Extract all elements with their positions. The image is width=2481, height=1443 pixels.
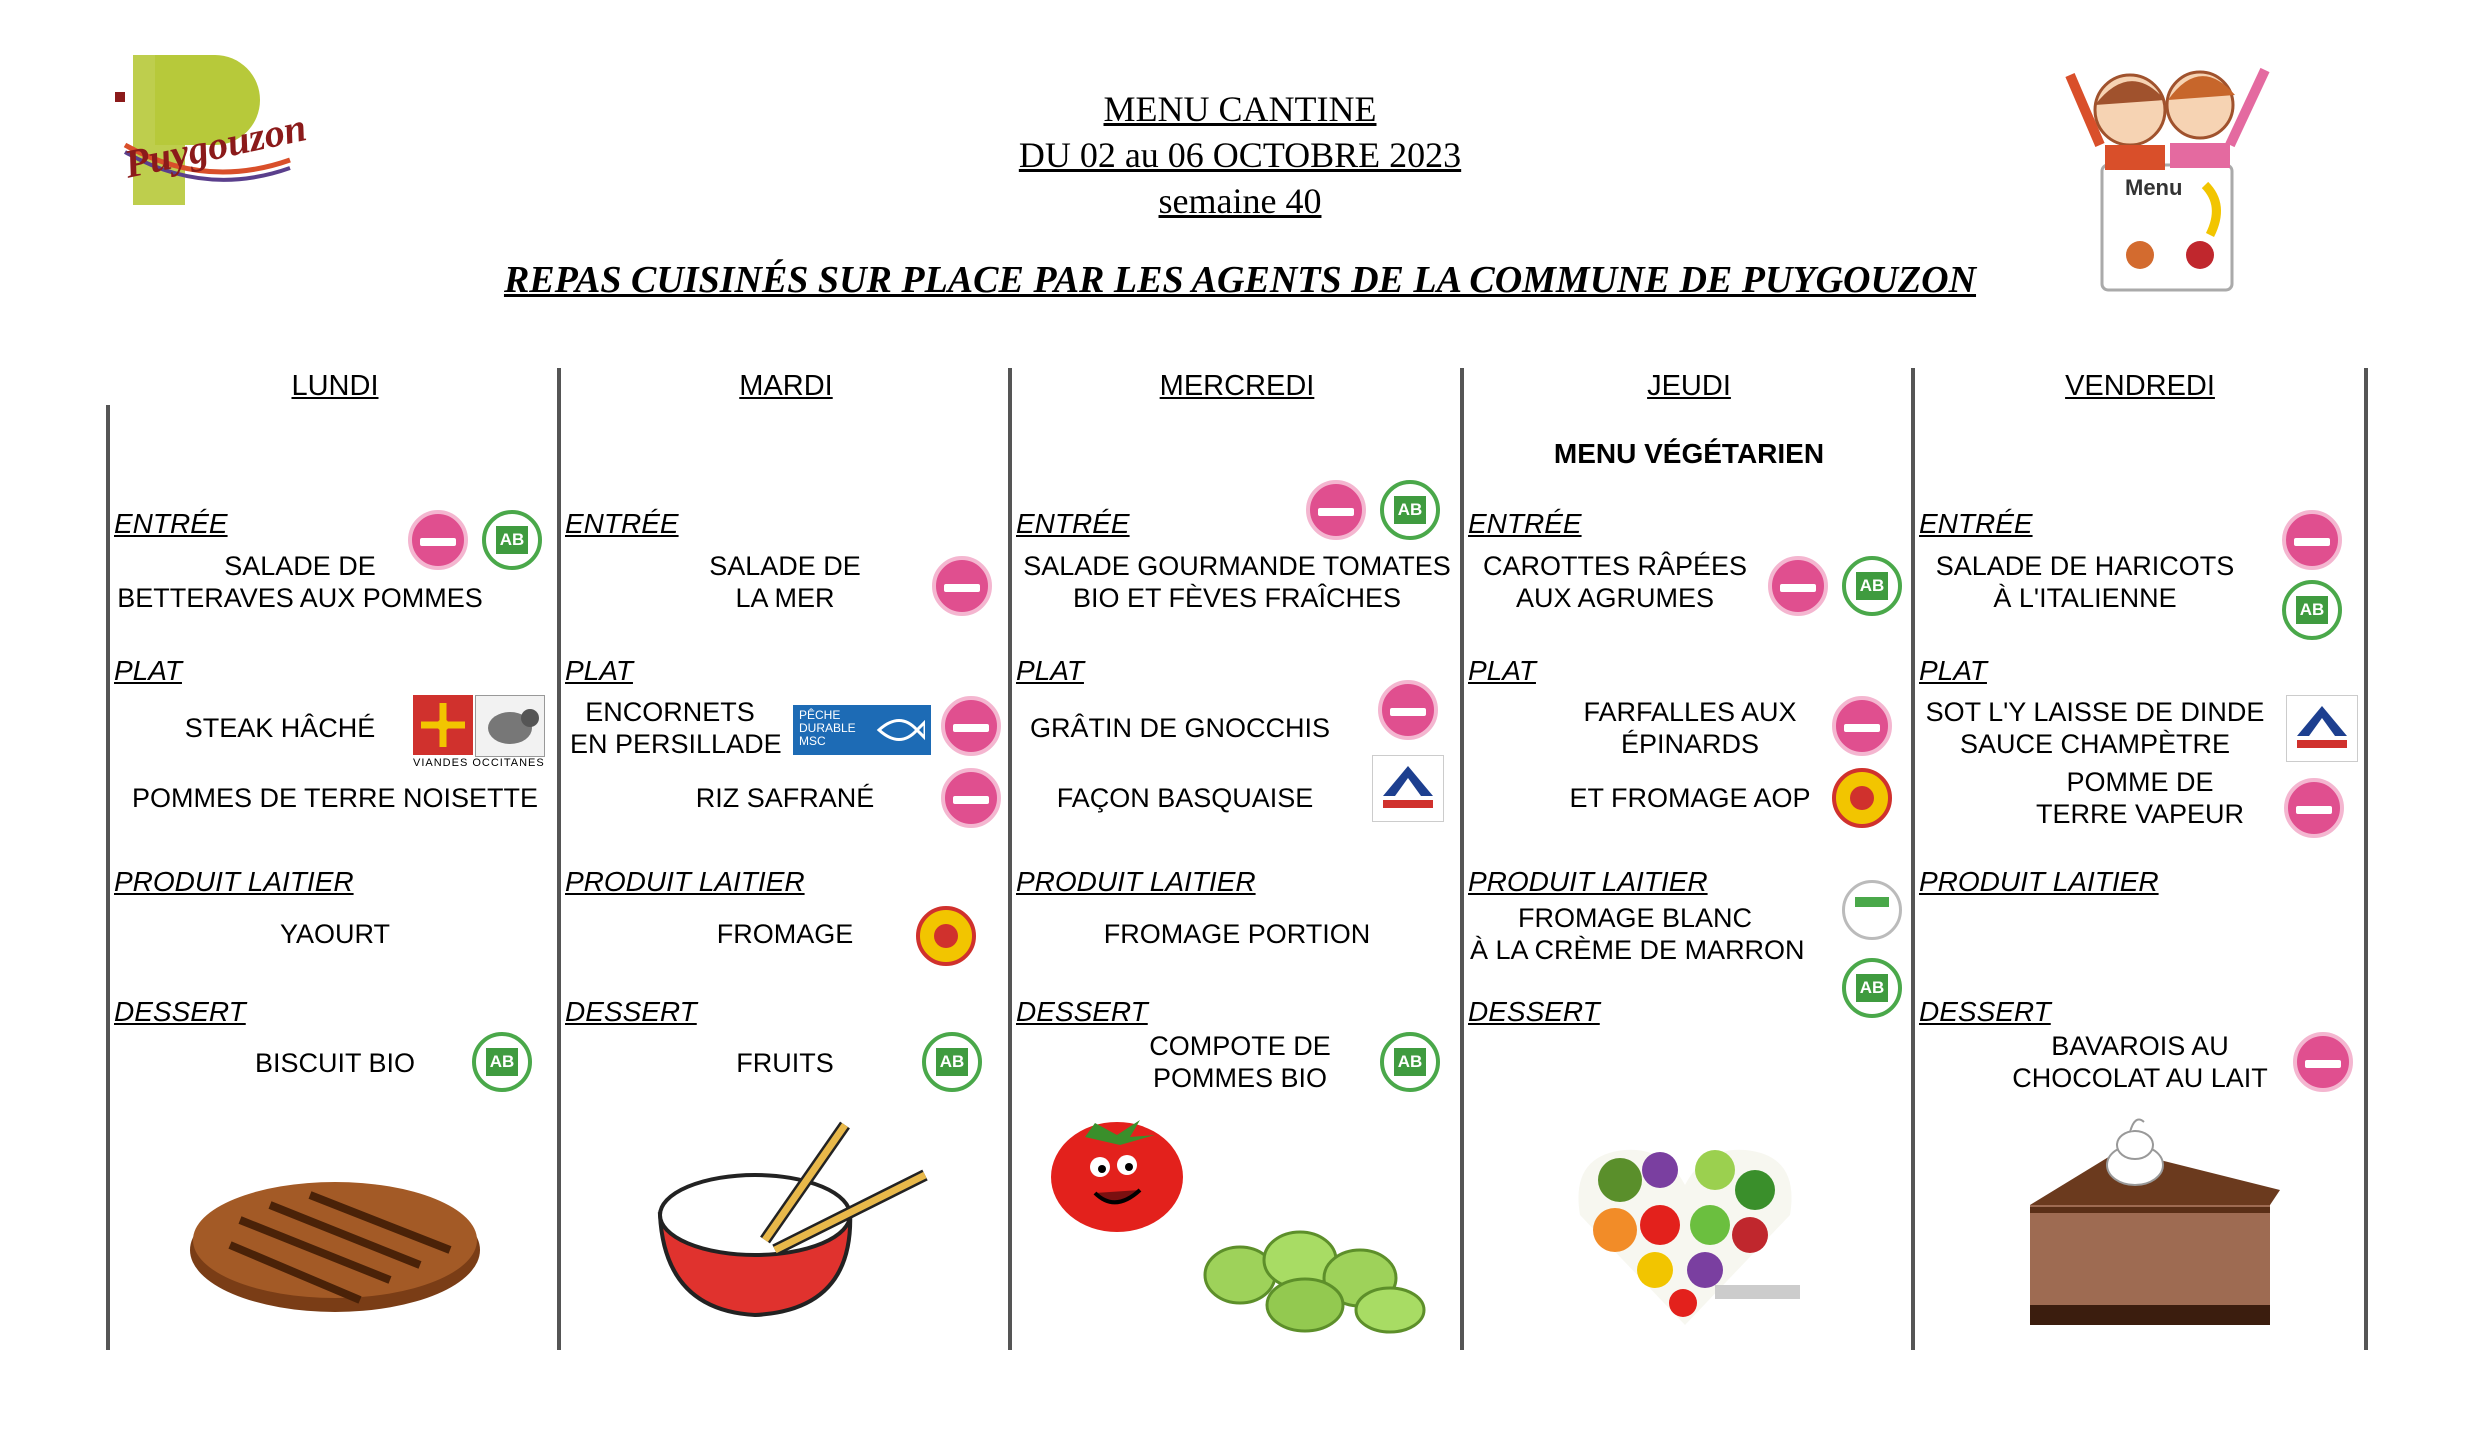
day-vendredi: VENDREDI — [2065, 370, 2215, 402]
dish-line: EN PERSILLADE — [570, 729, 782, 759]
dish-entree — [115, 550, 485, 614]
badge-prepared-in-kitchen — [1768, 556, 1828, 616]
section-dessert: DESSERT — [114, 996, 246, 1027]
section-laitier: PRODUIT LAITIER — [1016, 866, 1256, 897]
section-entree: ENTRÉE — [565, 508, 679, 539]
menu-title: MENU CANTINE — [1103, 89, 1377, 129]
dish-line: À LA CRÈME DE MARRON — [1470, 935, 1805, 965]
section-laitier: PRODUIT LAITIER — [565, 866, 805, 897]
day-mardi: MARDI — [739, 370, 833, 402]
section-plat: PLAT — [565, 655, 633, 686]
dish-line: SOT L'Y LAISSE DE DINDE — [1925, 697, 2265, 727]
dish-entree — [620, 550, 950, 614]
badge-local-producers — [1842, 880, 1902, 940]
section-laitier: PRODUIT LAITIER — [1468, 866, 1708, 897]
dish-line: CAROTTES RÂPÉES — [1482, 551, 1748, 581]
section-dessert: DESSERT — [1468, 996, 1600, 1027]
dish-dessert — [1960, 1030, 2320, 1094]
tomato-illustration — [1045, 1105, 1190, 1235]
chocolate-cake-illustration — [2010, 1110, 2280, 1335]
dish-line: TERRE VAPEUR — [2035, 799, 2245, 829]
dish-laitier: FROMAGE PORTION — [1103, 919, 1371, 949]
dish-line: AUX AGRUMES — [1515, 583, 1715, 613]
column-rule — [2364, 368, 2368, 1350]
dish-laitier: YAOURT — [279, 919, 391, 949]
dish-plat — [1920, 696, 2270, 760]
dish-garniture: POMMES DE TERRE NOISETTE — [131, 783, 539, 813]
section-entree: ENTRÉE — [1919, 508, 2033, 539]
badge-prepared-in-kitchen — [2284, 778, 2344, 838]
badge-prepared-in-kitchen — [932, 556, 992, 616]
column-rule — [1008, 368, 1012, 1350]
section-entree: ENTRÉE — [1016, 508, 1130, 539]
section-plat: PLAT — [1468, 655, 1536, 686]
dish-line: POMME DE — [2066, 767, 2214, 797]
badge-prepared-in-kitchen — [941, 768, 1001, 828]
menu-dates: DU 02 au 06 OCTOBRE 2023 — [1018, 135, 1462, 175]
section-laitier: PRODUIT LAITIER — [1919, 866, 2159, 897]
dish-laitier: FROMAGE — [716, 919, 854, 949]
dish-entree — [1925, 550, 2245, 614]
dish-plat: GRÂTIN DE GNOCCHIS — [1029, 713, 1331, 743]
kids-sign-text: Menu — [2125, 175, 2183, 200]
volaille-francaise-label — [1372, 755, 1444, 822]
dish-garniture: RIZ SAFRANÉ — [695, 783, 875, 813]
section-plat: PLAT — [1016, 655, 1084, 686]
dish-garniture: ET FROMAGE AOP — [1569, 783, 1811, 813]
cow-icon — [475, 695, 545, 757]
badge-prepared-in-kitchen — [2293, 1032, 2353, 1092]
section-entree: ENTRÉE — [1468, 508, 1582, 539]
label-viandes-occitanes: VIANDES OCCITANES — [413, 757, 545, 769]
badge-organic-ab — [1842, 958, 1902, 1018]
steak-illustration — [180, 1160, 490, 1320]
section-laitier: PRODUIT LAITIER — [114, 866, 354, 897]
dish-line: BAVAROIS AU — [2051, 1031, 2229, 1061]
rice-bowl-illustration — [645, 1120, 935, 1330]
badge-organic-ab — [1380, 1032, 1440, 1092]
dish-entree — [1470, 550, 1760, 614]
dish-line: SALADE DE HARICOTS — [1935, 551, 2235, 581]
column-rule — [106, 405, 110, 1350]
msc-label — [793, 705, 931, 755]
volaille-francaise-label — [2286, 695, 2358, 762]
dish-plat: STEAK HÂCHÉ — [184, 713, 376, 743]
section-plat: PLAT — [114, 655, 182, 686]
day-lundi: LUNDI — [291, 370, 379, 402]
occitan-cross-icon — [413, 695, 473, 755]
dish-dessert: BISCUIT BIO — [254, 1048, 416, 1078]
section-plat: PLAT — [1919, 655, 1987, 686]
logo-text: Puygouzon — [120, 104, 311, 187]
vegetarian-menu-label: MENU VÉGÉTARIEN — [1553, 438, 1825, 469]
badge-organic-ab — [472, 1032, 532, 1092]
msc-line: PÊCHE — [799, 708, 841, 722]
msc-line: DURABLE — [799, 721, 856, 735]
badge-organic-ab — [482, 510, 542, 570]
badge-organic-ab — [922, 1032, 982, 1092]
dish-line: SAUCE CHAMPÈTRE — [1959, 729, 2231, 759]
dish-line: FARFALLES AUX — [1583, 697, 1797, 727]
badge-prepared-in-kitchen — [2282, 510, 2342, 570]
dish-line: SALADE DE — [709, 551, 861, 581]
section-dessert: DESSERT — [1016, 996, 1148, 1027]
column-rule — [557, 368, 561, 1350]
vegetable-heart-illustration — [1565, 1135, 1805, 1330]
menu-week: semaine 40 — [1158, 181, 1322, 221]
dish-line: BIO ET FÈVES FRAÎCHES — [1072, 583, 1402, 613]
dish-entree — [1017, 550, 1457, 614]
section-entree: ENTRÉE — [114, 508, 228, 539]
dish-laitier — [1470, 902, 1805, 966]
dish-garniture: FAÇON BASQUAISE — [1056, 783, 1314, 813]
dish-line: FROMAGE BLANC — [1517, 903, 1753, 933]
dish-plat — [570, 696, 782, 760]
dish-garniture — [1960, 766, 2320, 830]
badge-aop — [1832, 768, 1892, 828]
msc-line: MSC — [799, 734, 826, 748]
dish-line: COMPOTE DE — [1149, 1031, 1331, 1061]
dish-line: BETTERAVES AUX POMMES — [117, 583, 483, 613]
day-mercredi: MERCREDI — [1159, 370, 1315, 402]
dish-line: À L'ITALIENNE — [1993, 583, 2177, 613]
dish-line: LA MER — [735, 583, 835, 613]
broad-beans-illustration — [1195, 1220, 1435, 1335]
section-dessert: DESSERT — [1919, 996, 2051, 1027]
puygouzon-logo — [115, 50, 311, 210]
badge-prepared-in-kitchen — [1832, 696, 1892, 756]
cooked-on-site-banner: REPAS CUISINÉS SUR PLACE PAR LES AGENTS DE LA COMMUNE DE PUYGOUZON — [503, 259, 1977, 301]
dish-dessert — [1090, 1030, 1390, 1094]
badge-prepared-in-kitchen — [1378, 680, 1438, 740]
dish-line: ENCORNETS — [585, 697, 755, 727]
dish-line: SALADE DE — [224, 551, 376, 581]
section-dessert: DESSERT — [565, 996, 697, 1027]
dish-line: SALADE GOURMANDE TOMATES — [1023, 551, 1451, 581]
dish-dessert: FRUITS — [736, 1048, 834, 1078]
day-jeudi: JEUDI — [1647, 370, 1731, 402]
badge-prepared-in-kitchen — [941, 696, 1001, 756]
badge-organic-ab — [1842, 556, 1902, 616]
dish-line: ÉPINARDS — [1620, 729, 1760, 759]
badge-aop — [916, 906, 976, 966]
dish-line: CHOCOLAT AU LAIT — [2012, 1063, 2268, 1093]
kids-menu-illustration — [2050, 55, 2290, 295]
badge-prepared-in-kitchen — [1306, 480, 1366, 540]
fish-icon — [875, 713, 925, 747]
dish-line: POMMES BIO — [1152, 1063, 1328, 1093]
column-rule — [1911, 368, 1915, 1350]
column-rule — [1460, 368, 1464, 1350]
badge-organic-ab — [2282, 580, 2342, 640]
dish-plat — [1560, 696, 1820, 760]
badge-organic-ab — [1380, 480, 1440, 540]
